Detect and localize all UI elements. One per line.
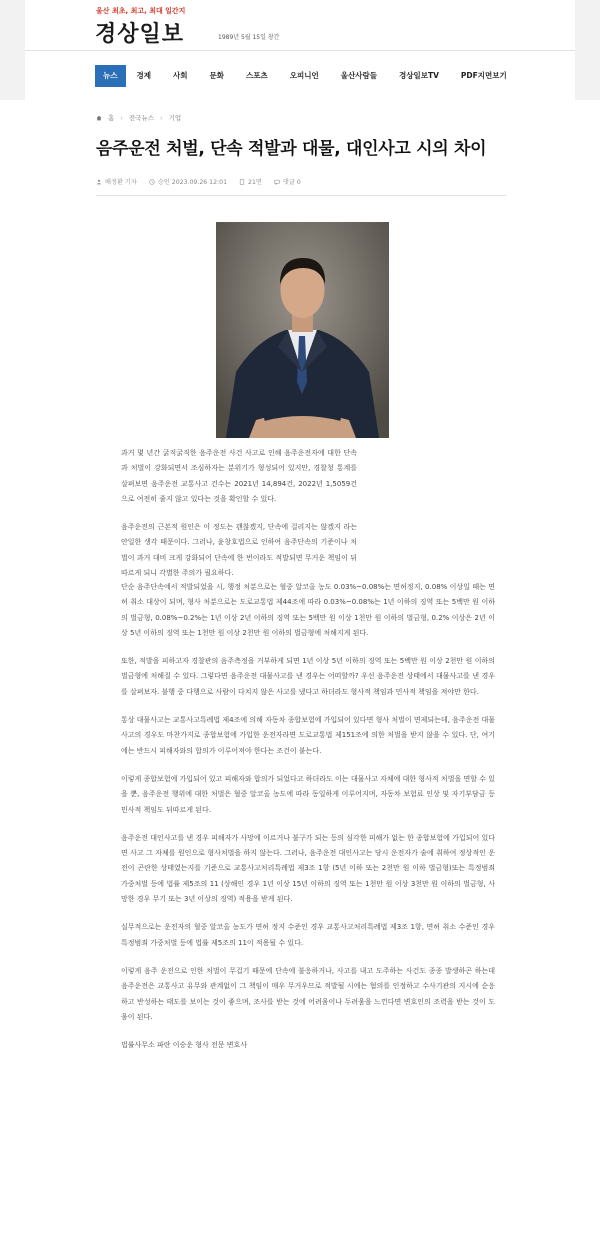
approved-time: [149, 177, 227, 186]
founded-date: 1989년 5월 15일 창간: [218, 34, 280, 41]
nav-menu: [95, 65, 518, 87]
page-icon: [239, 179, 245, 185]
article-photo: [216, 222, 389, 438]
nav-item-tv[interactable]: 경상일보TV: [398, 71, 439, 80]
comments[interactable]: [274, 177, 301, 186]
article-body: [121, 580, 495, 1066]
article-paragraph: 이렇게 음주 운전으로 인한 처벌이 무겁기 때문에 단속에 불응하거나, 사고를 내고 도주하는 사건도 종종 발생하곤 하는데 음주운전은 교통사고 유무와 관계없이 그 책임이 매우 무거우므로 적발될 시에는 혐의를 인정하고 수사기관의 지시에 순응하고 반성하는 태도를 보이는 것이 좋으며, 조사를 받는 것에 어려움이나 두려움을 느낀다면 변호인의 조력을 받는 것이 도움이 된다.: [121, 966, 495, 1021]
print-page: [239, 177, 262, 186]
breadcrumb-category[interactable]: 기업: [168, 114, 182, 122]
article-paragraph: 또한, 적발을 피하고자 경찰관의 음주측정을 거부하게 되면 1년 이상 5년 이하의 징역 또는 5백만 원 이상 2천만 원 이하의 벌금형에 처해질 수 있다. 그렇다면 음주운전 대물사고를 낸 경우는 어떠할까? 우선 음주운전 상태에서 대물사고를 낸 경우를 살펴보자. 불행 중 다행으로 사람이 다치지 않은 사고를 냈다고 하더라도 형사적 책임과 민사적 책임을 져야만 한다.: [121, 657, 495, 696]
slogan: 울산 최초, 최고, 최대 일간지: [96, 7, 186, 15]
article-title: 음주운전 처벌, 단속 적발과 대물, 대인사고 시의 차이: [96, 139, 487, 159]
nav-item-news[interactable]: 뉴스: [95, 65, 126, 87]
author: [96, 177, 137, 186]
nav-item-sports[interactable]: 스포츠: [246, 71, 268, 80]
breadcrumb-separator: ›: [120, 113, 123, 122]
main-navigation: [25, 50, 575, 100]
masthead: [0, 0, 600, 100]
article-paragraph: 음주운전 대인사고를 낸 경우 피해자가 사망에 이르거나 불구가 되는 등의 심각한 피해가 없는 한 종합보험에 가입되어 있다면 사고 그 자체를 원인으로 형사처벌을 하지 않는다. 그러나, 음주운전 대인사고는 당시 운전자가 술에 취하여 정상적인 운전이 곤란한 상태였는지를 기준으로 교통사고처리특례법 제3조 1항 (5년 이하 또는 2천만 원 이하 벌금형)또는 특정범죄 가중처벌 등에 법률 제5조의 11 (상해인 경우 1년 이상 15년 이하의 징역 또는 1천만 원 이상 3천만 원 이하의 벌금형, 사망한 경우 무기 또는 3년 이상의 징역) 적용을 받게 된다.: [121, 833, 495, 904]
nav-item-pdf[interactable]: PDF지면보기: [460, 71, 507, 80]
nav-item-society[interactable]: 사회: [173, 71, 188, 80]
portrait-illustration: [216, 222, 389, 438]
home-icon: [96, 115, 102, 121]
breadcrumb: [96, 113, 181, 122]
article-paragraph: 이렇게 종합보험에 가입되어 있고 피해자와 합의가 되었다고 하더라도 이는 대물사고 자체에 대한 형사적 처벌을 면할 수 있을 뿐, 음주운전 행위에 대한 처벌은 혈중 알코올 농도에 따라 동일하게 이루어지며, 자동차 보험료 인상 및 자기부담금 등 민사적 책임도 뒤따르게 된다.: [121, 774, 495, 814]
clock-icon: [149, 179, 155, 185]
article-paragraph: 단순 음주단속에서 적발되었을 시, 행정 처분으로는 혈중 알코올 농도 0.03%~0.08%는 면허정지, 0.08% 이상일 때는 면허 취소 대상이 되며, 형사 처분으로는 도로교통법 제44조에 따라 0.03%~0.08%는 1년 이하의 징역 또는 5백만 원 이하의 벌금형, 0.08%~0.2%는 1년 이상 2년 이하의 징역 또는 5백만 원 이상 1천만 원 이하의 벌금형, 0.2% 이상은 2년 이상 5년 이하의 징역 또는 1천만 원 이상 2천만 원 이하의 벌금형에 처해지게 된다.: [121, 583, 495, 637]
nav-item-opinion[interactable]: 오피니언: [289, 71, 319, 80]
article-meta: [96, 177, 301, 186]
nav-item-economy[interactable]: 경제: [136, 71, 151, 80]
article-byline: 법률사무소 파란 이승운 형사 전문 변호사: [121, 1041, 248, 1050]
author-name[interactable]: 배정환 기자: [105, 179, 137, 186]
breadcrumb-separator: ›: [160, 113, 163, 122]
comments-count[interactable]: 댓글 0: [282, 179, 301, 186]
nav-item-ulsan-people[interactable]: 울산사람들: [340, 71, 377, 80]
breadcrumb-section[interactable]: 전국뉴스: [128, 114, 155, 122]
comment-icon: [274, 179, 280, 185]
article-paragraph: 과거 몇 년간 굵직굵직한 음주운전 사건 사고로 인해 음주운전자에 대한 단속과 처벌이 강화되면서 조심하자는 분위기가 형성되어 있지만, 경찰청 통계를 살펴보면 음주운전 교통사고 건수는 2021년 14,894건, 2022년 1,5059건으로 여전히 줄지 않고 있다는 것을 확인할 수 있다.: [121, 449, 357, 503]
print-page-text: 21면: [248, 179, 262, 186]
article-paragraph: 음주운전의 근본적 원인은 이 정도는 괜찮겠지, 단속에 걸리지는 않겠지 라는 안일한 생각 때문이다. 그러나, 윤창호법으로 인하여 음주단속의 기준이나 처벌이 과거 대비 크게 강화되어 단속에 한 번이라도 적발되면 무거운 책임이 뒤따르게 되니 각별한 주의가 필요하다.: [121, 523, 357, 578]
site-logo[interactable]: 경상일보: [95, 21, 185, 47]
article-paragraph: 통상 대물사고는 교통사고특례법 제4조에 의해 자동차 종합보험에 가입되어 있다면 형사 처벌이 면제되는데, 음주운전 대물사고의 경우도 마찬가지로 종합보험에 가입한 운전자라면 도로교통법 제151조에 의한 처벌을 받지 않을 수 있다. 단, 여기에는 반드시 피해자와의 합의가 이루어져야 한다는 조건이 붙는다.: [121, 716, 495, 755]
user-icon: [96, 179, 102, 185]
title-divider: [96, 195, 506, 196]
approved-time-text: 승인 2023.09.26 12:01: [157, 179, 228, 186]
article-paragraph: 실무적으로는 운전자의 혈중 알코올 농도가 면허 정지 수준인 경우 교통사고처리특례법 제3조 1항, 면허 취소 수준인 경우 특정범죄 가중처벌 등에 법률 제5조의 11이 적용될 수 있다.: [121, 923, 495, 947]
nav-item-culture[interactable]: 문화: [209, 71, 224, 80]
article-intro: [121, 446, 357, 594]
breadcrumb-home[interactable]: 홈: [108, 114, 115, 122]
